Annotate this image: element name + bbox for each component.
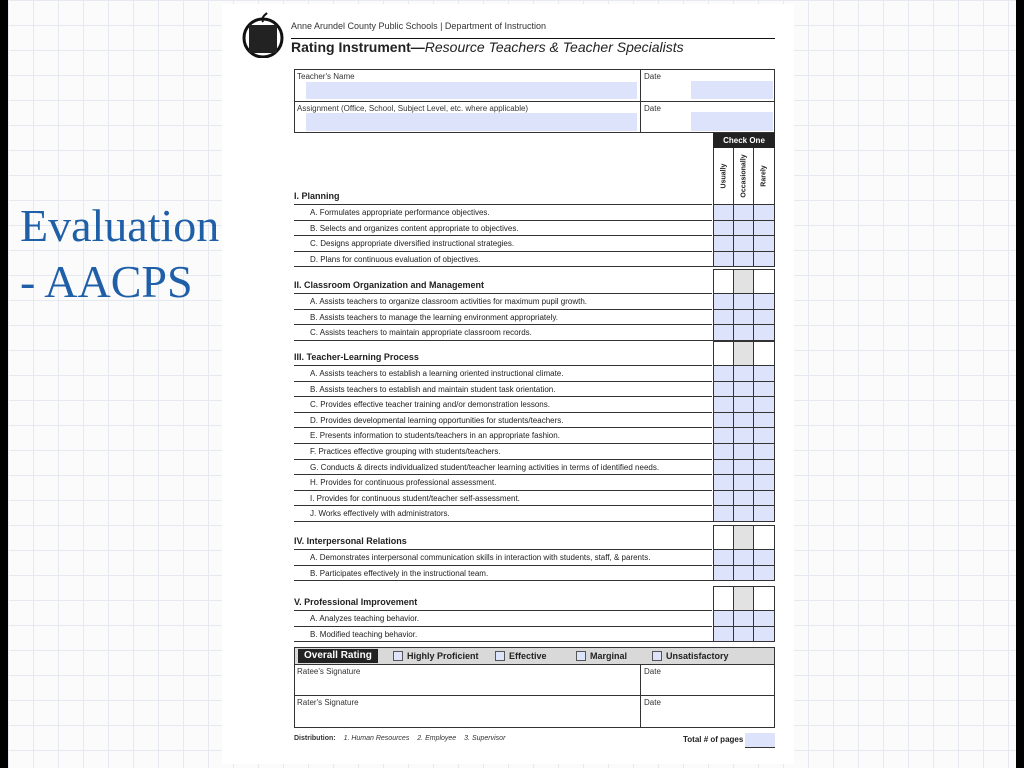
check-rarely[interactable] [753, 324, 775, 340]
check-usually[interactable] [713, 549, 733, 565]
check-occasionally[interactable] [733, 490, 753, 506]
check-usually[interactable] [713, 204, 733, 220]
check-occasionally[interactable] [733, 293, 753, 309]
check-rarely[interactable] [753, 293, 775, 309]
check-occasionally[interactable] [733, 251, 753, 267]
rating-item: A. Assists teachers to establish a learning oriented instructional climate. [294, 365, 712, 381]
section-title: I. Planning [294, 191, 340, 201]
check-occasionally[interactable] [733, 220, 753, 236]
apple-logo-icon [240, 12, 286, 58]
section-header-cell [733, 341, 753, 365]
check-occasionally[interactable] [733, 610, 753, 626]
check-usually[interactable] [713, 474, 733, 490]
check-usually[interactable] [713, 235, 733, 251]
slide-title-line1: Evaluation [20, 200, 220, 251]
check-rarely[interactable] [753, 427, 775, 443]
total-pages-label: Total # of pages [683, 735, 744, 744]
section-bottom-rule [294, 641, 775, 642]
assignment-field[interactable] [306, 113, 637, 131]
section-header-cell [753, 525, 775, 549]
section-bottom-rule [294, 580, 775, 581]
check-occasionally[interactable] [733, 459, 753, 475]
check-usually[interactable] [713, 565, 733, 581]
rater-date-label: Date [644, 698, 661, 707]
rating-option-unsatisfactory[interactable]: Unsatisfactory [652, 650, 729, 662]
ratee-date-label: Date [644, 667, 661, 676]
check-rarely[interactable] [753, 365, 775, 381]
section-header-cell [713, 525, 733, 549]
section-title: II. Classroom Organization and Management [294, 280, 485, 290]
date-label-2: Date [644, 104, 661, 113]
signature-vdivider [640, 664, 641, 728]
rating-item: D. Provides developmental learning opportunities for students/teachers. [294, 412, 712, 428]
check-occasionally[interactable] [733, 396, 753, 412]
check-occasionally[interactable] [733, 381, 753, 397]
check-rarely[interactable] [753, 381, 775, 397]
section-bottom-rule [294, 340, 775, 341]
check-rarely[interactable] [753, 235, 775, 251]
rating-item: D. Plans for continuous evaluation of objectives. [294, 251, 712, 267]
section-header-cell [753, 586, 775, 610]
check-rarely[interactable] [753, 549, 775, 565]
header-vdivider [640, 69, 641, 133]
section-title: IV. Interpersonal Relations [294, 536, 407, 546]
form-title-sub: Resource Teachers & Teacher Specialists [424, 39, 684, 55]
assignment-label: Assignment (Office, School, Subject Level, etc. where applicable) [297, 104, 529, 113]
distribution-line: Distribution: 1. Human Resources 2. Employee 3. Supervisor [294, 735, 506, 742]
header-divider [294, 101, 775, 102]
rating-form-document [222, 4, 794, 764]
rating-item: A. Formulates appropriate performance objectives. [294, 204, 712, 220]
check-usually[interactable] [713, 220, 733, 236]
form-title [291, 39, 684, 55]
check-usually[interactable] [713, 505, 733, 521]
rating-option-highly-proficient[interactable]: Highly Proficient [393, 650, 479, 662]
rating-item: A. Analyzes teaching behavior. [294, 610, 712, 626]
check-occasionally[interactable] [733, 235, 753, 251]
section-header-cell [733, 269, 753, 293]
check-occasionally[interactable] [733, 309, 753, 325]
col-usually: Usually [713, 148, 733, 204]
ratee-signature-label: Ratee's Signature [297, 667, 361, 676]
checkbox-icon[interactable] [652, 651, 662, 661]
section-header-cell [713, 341, 733, 365]
check-occasionally[interactable] [733, 412, 753, 428]
check-usually[interactable] [713, 490, 733, 506]
check-rarely[interactable] [753, 443, 775, 459]
check-rarely[interactable] [753, 396, 775, 412]
rating-item: A. Demonstrates interpersonal communication skills in interaction with students, staff, & parents. [294, 549, 712, 565]
rating-item: B. Modified teaching behavior. [294, 626, 712, 642]
check-usually[interactable] [713, 443, 733, 459]
section-bottom-rule [294, 521, 775, 522]
rating-item: H. Provides for continuous professional assessment. [294, 474, 712, 490]
check-usually[interactable] [713, 610, 733, 626]
check-occasionally[interactable] [733, 565, 753, 581]
check-occasionally[interactable] [733, 549, 753, 565]
check-occasionally[interactable] [733, 427, 753, 443]
section-header-cell [733, 525, 753, 549]
check-one-header: Check One [713, 133, 775, 148]
check-occasionally[interactable] [733, 204, 753, 220]
section-bottom-rule [294, 266, 775, 267]
rating-option-effective[interactable]: Effective [495, 650, 547, 662]
check-rarely[interactable] [753, 251, 775, 267]
rating-option-marginal[interactable]: Marginal [576, 650, 627, 662]
check-rarely[interactable] [753, 565, 775, 581]
teacher-name-label: Teacher's Name [297, 72, 355, 81]
rating-item: A. Assists teachers to organize classroom activities for maximum pupil growth. [294, 293, 712, 309]
section-header-cell [713, 586, 733, 610]
check-usually[interactable] [713, 309, 733, 325]
section-title: V. Professional Improvement [294, 597, 418, 607]
total-pages-field[interactable] [745, 733, 775, 748]
check-occasionally[interactable] [733, 324, 753, 340]
check-rarely[interactable] [753, 220, 775, 236]
checkbox-icon[interactable] [495, 651, 505, 661]
section-header-cell [733, 586, 753, 610]
check-occasionally[interactable] [733, 365, 753, 381]
form-title-main: Rating Instrument— [291, 39, 425, 55]
check-rarely[interactable] [753, 490, 775, 506]
section-header-cell [713, 269, 733, 293]
check-usually[interactable] [713, 324, 733, 340]
rating-item: C. Designs appropriate diversified instructional strategies. [294, 235, 712, 251]
slide-title-line2: - AACPS [20, 256, 193, 307]
check-usually[interactable] [713, 412, 733, 428]
rating-item: C. Assists teachers to maintain appropriate classroom records. [294, 324, 712, 340]
col-rarely: Rarely [753, 148, 775, 204]
check-rarely[interactable] [753, 309, 775, 325]
checkbox-icon[interactable] [393, 651, 403, 661]
section-header-cell [753, 269, 775, 293]
rating-item: G. Conducts & directs individualized student/teacher learning activities in terms of identified needs. [294, 459, 712, 475]
check-usually[interactable] [713, 251, 733, 267]
rating-item: I. Provides for continuous student/teacher self-assessment. [294, 490, 712, 506]
rater-signature-label: Rater's Signature [297, 698, 359, 707]
rating-item: C. Provides effective teacher training and/or demonstration lessons. [294, 396, 712, 412]
check-rarely[interactable] [753, 204, 775, 220]
rating-item: F. Practices effective grouping with students/teachers. [294, 443, 712, 459]
check-usually[interactable] [713, 365, 733, 381]
check-usually[interactable] [713, 381, 733, 397]
check-rarely[interactable] [753, 610, 775, 626]
check-occasionally[interactable] [733, 626, 753, 642]
overall-rating-label: Overall Rating [298, 649, 378, 663]
check-occasionally[interactable] [733, 505, 753, 521]
date-field-2[interactable] [691, 112, 773, 131]
rating-item: B. Selects and organizes content appropriate to objectives. [294, 220, 712, 236]
rating-item: B. Assists teachers to manage the learning environment appropriately. [294, 309, 712, 325]
check-usually[interactable] [713, 427, 733, 443]
overall-rating-bar [294, 647, 775, 665]
date-field-1[interactable] [691, 81, 773, 99]
section-title: III. Teacher-Learning Process [294, 352, 419, 362]
check-usually[interactable] [713, 626, 733, 642]
check-rarely[interactable] [753, 505, 775, 521]
check-usually[interactable] [713, 293, 733, 309]
col-occasionally: Occasionally [733, 148, 753, 204]
signature-divider [294, 695, 775, 696]
check-usually[interactable] [713, 459, 733, 475]
check-rarely[interactable] [753, 474, 775, 490]
check-usually[interactable] [713, 396, 733, 412]
signature-box [294, 664, 775, 728]
form-organization: Anne Arundel County Public Schools | Department of Instruction [291, 21, 546, 31]
date-label-1: Date [644, 72, 661, 81]
rating-item: E. Presents information to students/teachers in an appropriate fashion. [294, 427, 712, 443]
checkbox-icon[interactable] [576, 651, 586, 661]
section-header-cell [753, 341, 775, 365]
check-occasionally[interactable] [733, 443, 753, 459]
check-rarely[interactable] [753, 626, 775, 642]
rating-item: B. Assists teachers to establish and maintain student task orientation. [294, 381, 712, 397]
slide-title [20, 198, 219, 310]
check-rarely[interactable] [753, 459, 775, 475]
check-rarely[interactable] [753, 412, 775, 428]
rating-item: J. Works effectively with administrators. [294, 505, 712, 521]
check-occasionally[interactable] [733, 474, 753, 490]
rating-item: B. Participates effectively in the instructional team. [294, 565, 712, 581]
teacher-name-field[interactable] [306, 82, 637, 99]
